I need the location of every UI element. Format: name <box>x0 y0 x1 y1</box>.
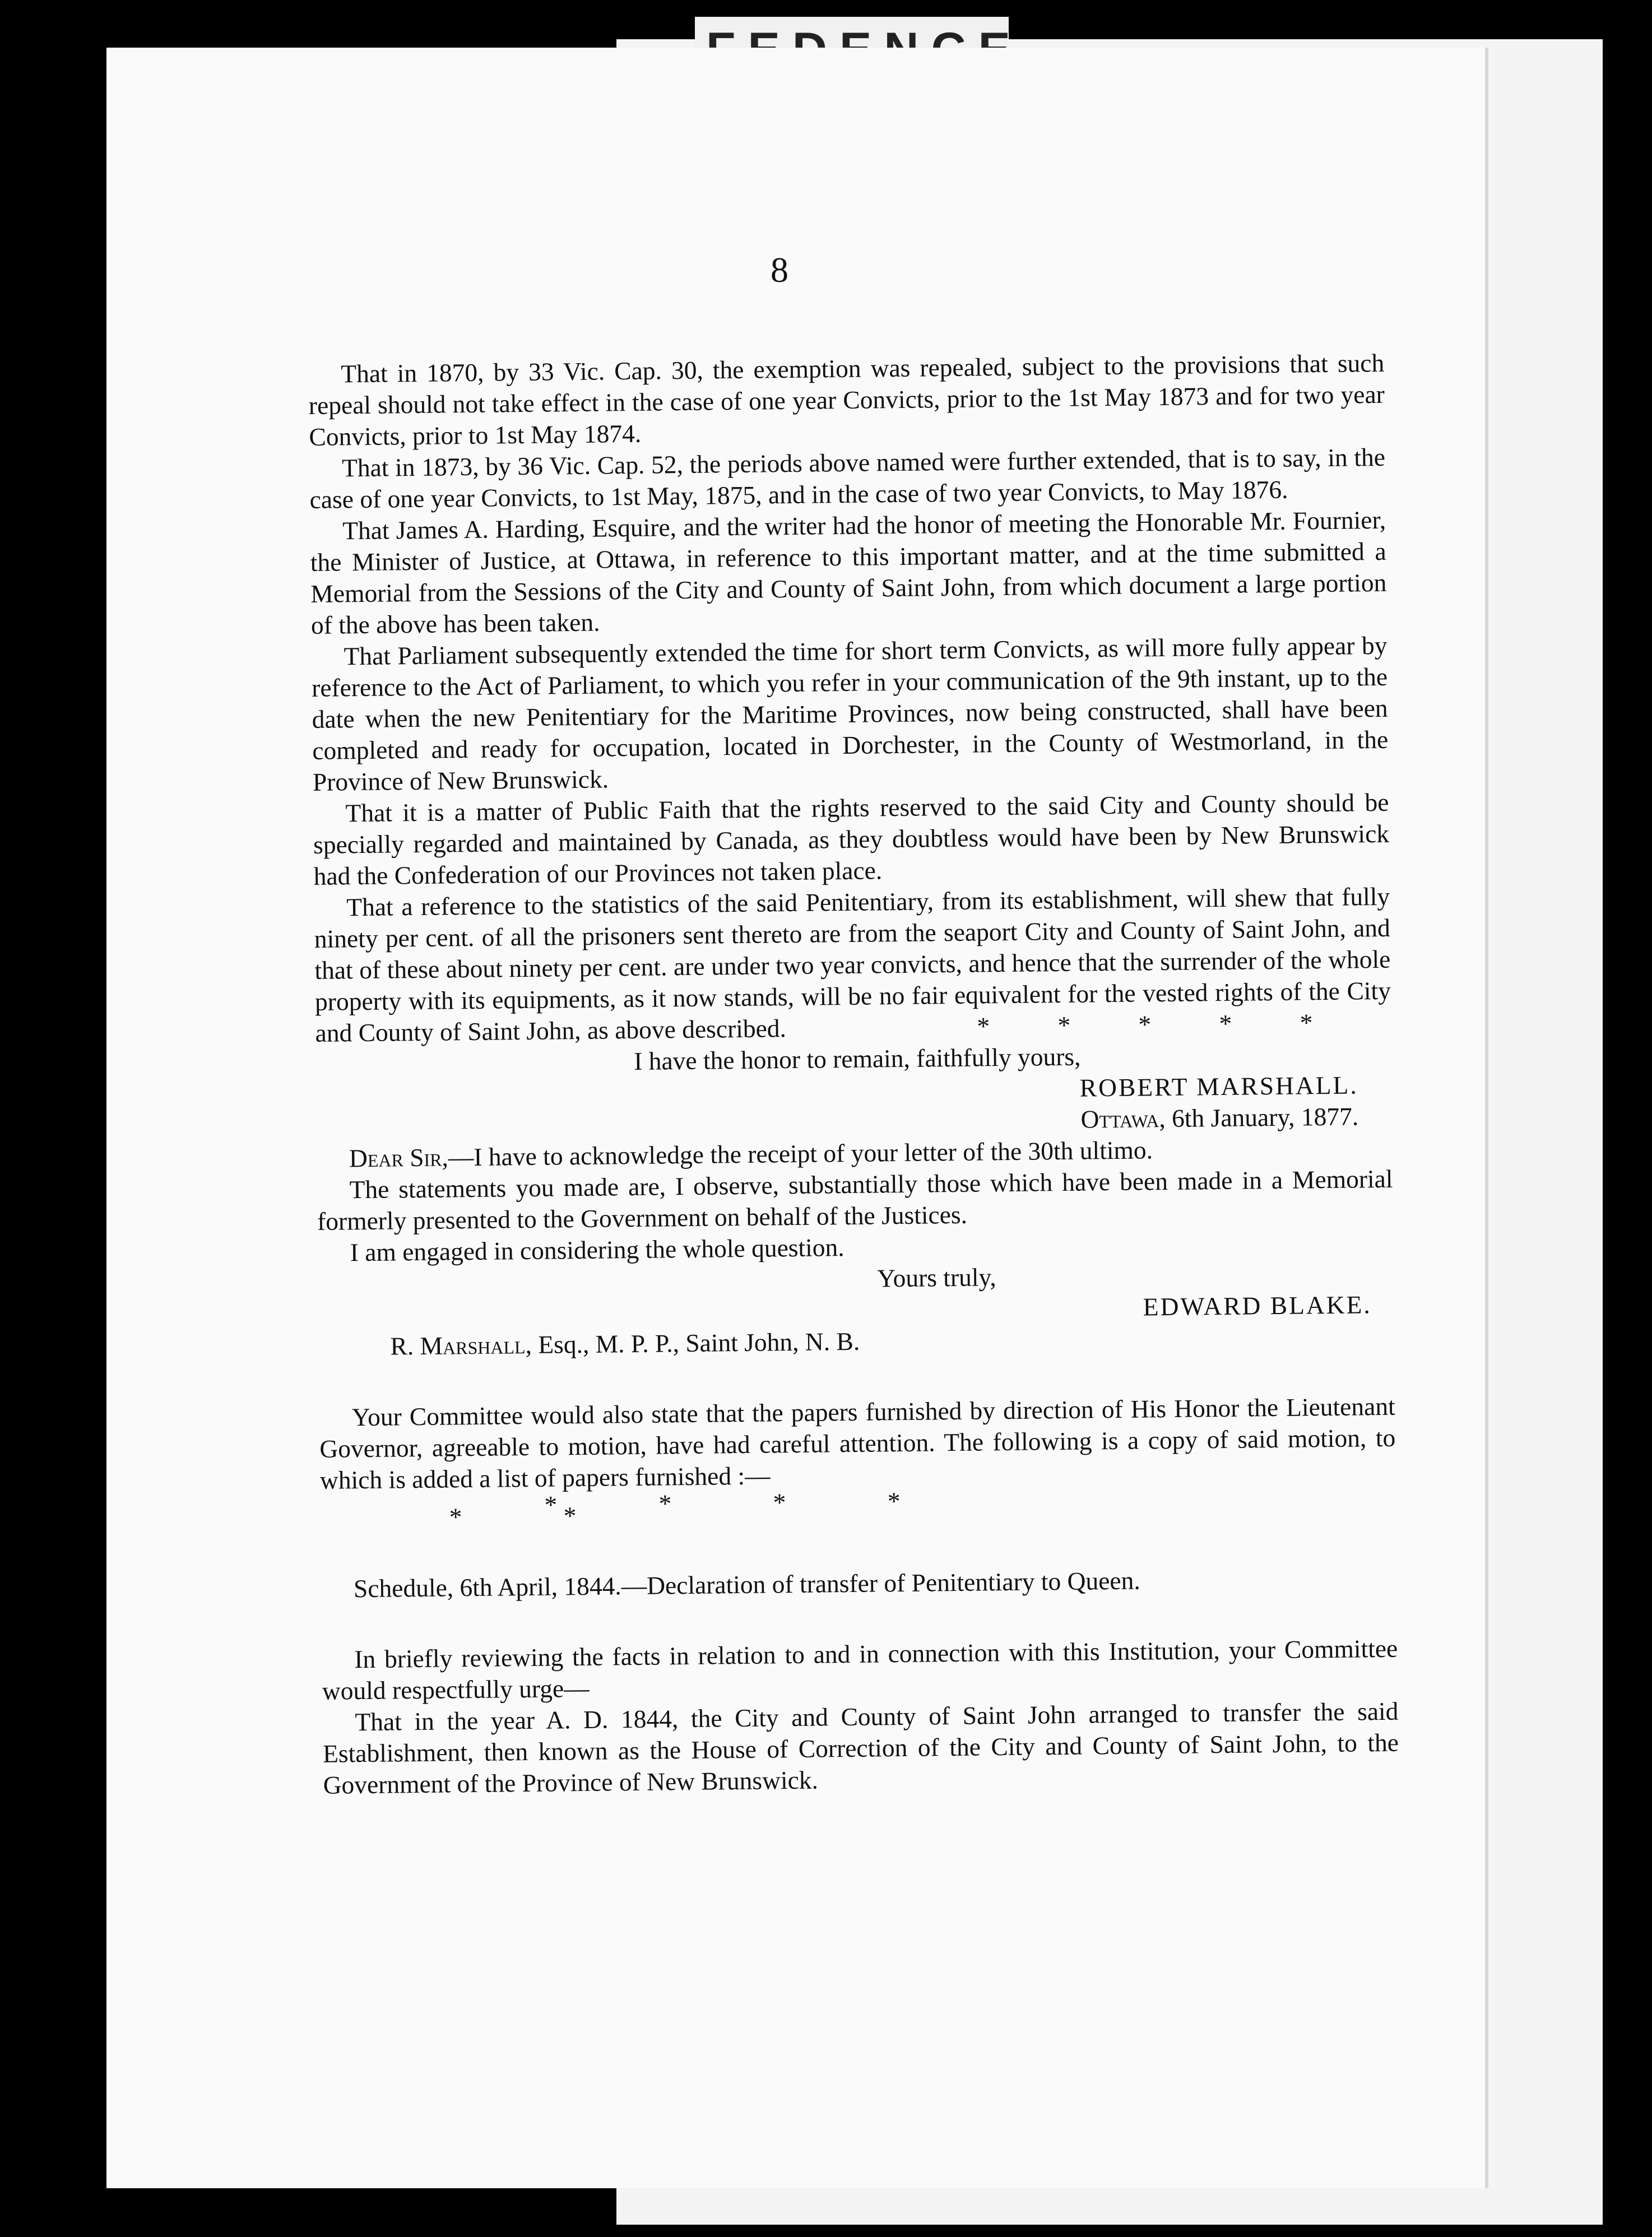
document-page <box>106 48 1485 2188</box>
paragraph: In briefly reviewing the facts in relation to and in connection with this Institution, your Committee would respectfully urge— <box>322 1633 1398 1705</box>
signature-robert-marshall: ROBERT MARSHALL. <box>1079 1070 1358 1102</box>
paragraph: That in 1870, by 33 Vic. Cap. 30, the exemption was repealed, subject to the provisions that such repeal should not take effect in the case of one year Convicts, prior to the 1st May 1873 and for two year Convicts, prior to 1st May 1874. <box>308 348 1385 451</box>
ellipsis-stars: * * <box>449 1501 577 1531</box>
committee-paragraph: Your Committee would also state that the papers furnished by direction of His Honor the Lieutenant Governor, agreeable to motion, have had careful attention. The following is a copy of said motion, to which is added a list of papers furnished :— <box>319 1391 1396 1495</box>
paragraph: The statements you made are, I observe, substantially those which have been made in a Memorial formerly presented to the Government on behalf of the Justices. <box>317 1164 1393 1236</box>
schedule-line: Schedule, 6th April, 1844.—Declaration of transfer of Penitentiary to Queen. <box>353 1566 1140 1603</box>
dateline-date: 6th January, 1877. <box>1171 1102 1359 1133</box>
ellipsis-stars: * * * * <box>544 1487 901 1519</box>
closing-line: I have the honor to remain, faithfully yours, <box>633 1042 1081 1075</box>
paragraph: That a reference to the statistics of the said Penitentiary, from its establishment, will shew that fully ninety per cent. of all the prisoners sent thereto are from the seaport City and County of Saint John, and that of these about ninety per cent. are under two year convicts, and hence that the surrender of the whole property with its equipments, as it now stands, will be no fair equivalent for the vested rights of the City and County of Saint John, as above described. <box>314 881 1391 1047</box>
dateline-place: Ottawa, <box>1080 1104 1166 1134</box>
paragraph: That Parliament subsequently extended the time for short term Convicts, as will more fully appear by reference to the Act of Parliament, to which you refer in your communication of the 9th instant, up to the date when the new Penitentiary for the Maritime Provinces, now being constructed, shall have been completed and ready for occupation, located in Dorchester, in the County of Westmorland, in the Province of New Brunswick. <box>311 630 1389 796</box>
salutation: Dear Sir, <box>349 1143 449 1173</box>
paragraph: That James A. Harding, Esquire, and the writer had the honor of meeting the Honorable Mr. Fournier, the Minister of Justice, at Ottawa, in reference to this important matter, and at the time submitted a Memorial from the Sessions of the City and County of Saint John, from which document a large portion of the above has been taken. <box>310 505 1387 639</box>
paragraph: I am engaged in considering the whole question. <box>350 1233 844 1267</box>
letter-text: —I have to acknowledge the receipt of your letter of the 30th ultimo. <box>448 1135 1153 1172</box>
ellipsis-stars: * * * * * <box>977 1008 1313 1041</box>
page-body <box>308 347 1399 1801</box>
paragraph: That in the year A. D. 1844, the City and County of Saint John arranged to transfer the said Establishment, then known as the House of Correction of the City and County of Saint John, to the Government of the Province of New Brunswick. <box>322 1696 1399 1799</box>
page-number: 8 <box>771 250 788 290</box>
paragraph: That it is a matter of Public Faith that the rights reserved to the said City and County should be specially regarded and maintained by Canada, as they doubtless would have been by New Brunswick had the Confederation of our Provinces not taken place. <box>313 787 1390 890</box>
addressee-rest: Esq., M. P. P., Saint John, N. B. <box>538 1326 860 1359</box>
paragraph: That in 1873, by 36 Vic. Cap. 52, the periods above named were further extended, that is to say, in the case of one year Convicts, to 1st May, 1875, and in the case of two year Convicts, to May 1876. <box>309 442 1386 514</box>
signature-edward-blake: EDWARD BLAKE. <box>1143 1290 1372 1321</box>
closing-line: Yours truly, <box>876 1263 996 1293</box>
addressee-name: R. Marshall, <box>390 1330 532 1361</box>
